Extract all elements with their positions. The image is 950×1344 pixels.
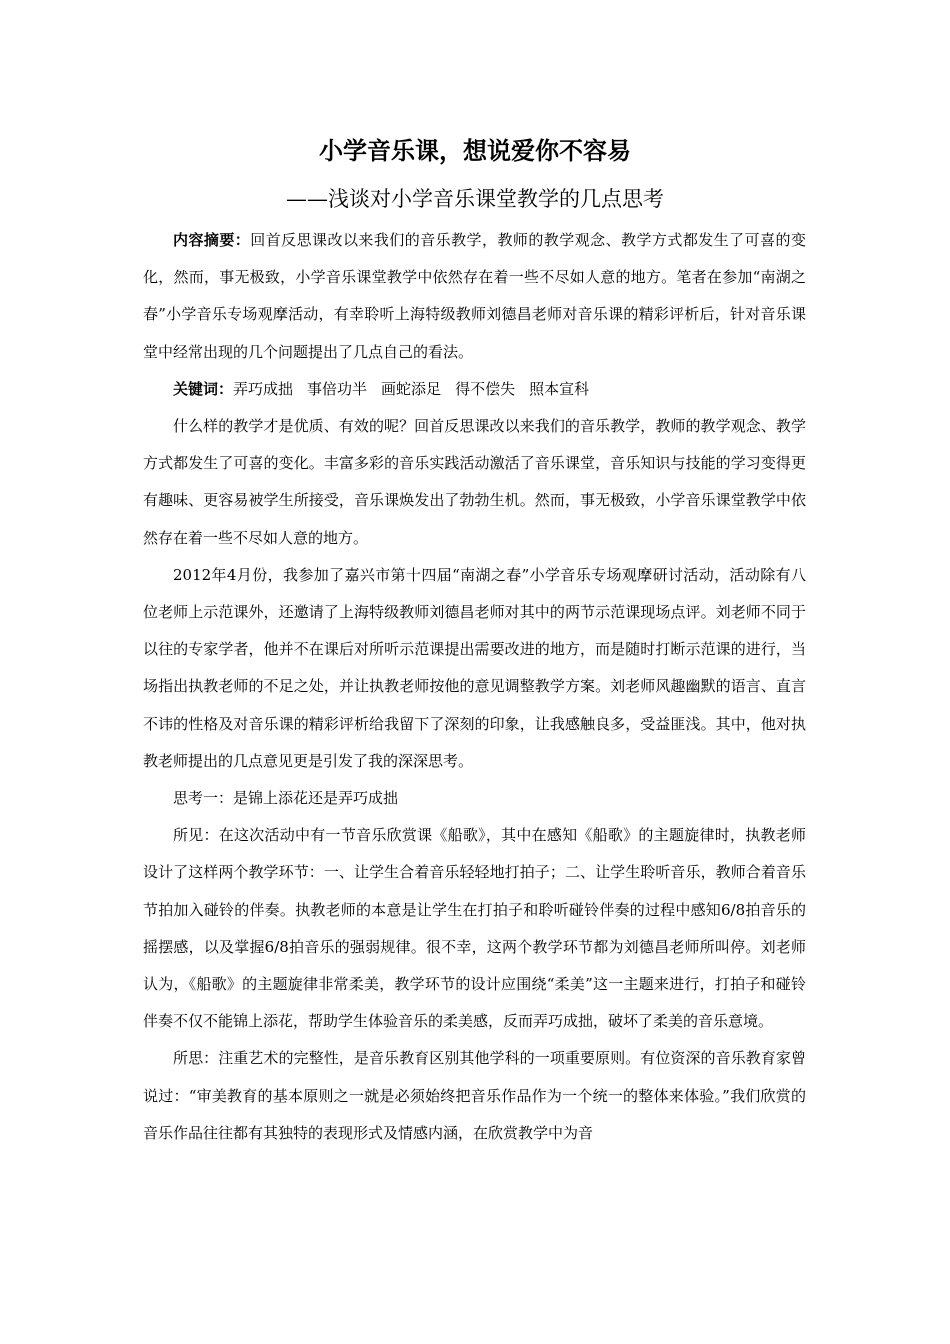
body-paragraph: 所思：注重艺术的完整性，是音乐教育区别其他学科的一项重要原则。有位资深的音乐教育家曾说过：“审美教育的基本原则之一就是必须始终把音乐作品作为一个统一的整体来体验。”我们欣赏的音乐作品往往都有其独特的表现形式及情感内涵，在欣赏教学中为音 — [143, 1049, 806, 1142]
keyword: 事倍功半 — [307, 379, 368, 398]
keyword: 照本宣科 — [529, 379, 590, 398]
keyword: 画蛇添足 — [381, 379, 442, 398]
body-paragraph: 所见：在这次活动中有一节音乐欣赏课《船歌》，其中在感知《船歌》的主题旋律时，执教老师设计了这样两个教学环节：一、让学生合着音乐轻轻地打拍子；二、让学生聆听音乐，教师合着音乐节拍加入碰铃的伴奏。执教老师的本意是让学生在打拍子和聆听碰铃伴奏的过程中感知6/8拍音乐的摇摆感，以及掌握6/8拍音乐的强弱规律。很不幸，这两个教学环节都为刘德昌老师所叫停。刘老师认为，《船歌》的主题旋律非常柔美，教学环节的设计应围绕“柔美”这一主题来进行，打拍子和碰铃伴奏不仅不能锦上添花，帮助学生体验音乐的柔美感，反而弄巧成拙，破坏了柔美的音乐意境。 — [143, 826, 806, 1031]
document-title: 小学音乐课，想说爱你不容易 — [319, 137, 631, 165]
abstract-text: 回首反思课改以来我们的音乐教学，教师的教学观念、教学方式都发生了可喜的变化，然而，事无极致，小学音乐课堂教学中依然存在着一些不尽如人意的地方。笔者在参加“南湖之春”小学音乐专场观摩活动，有幸聆听上海特级教师刘德昌老师对音乐课的精彩评析后，针对音乐课堂中经常出现的几个问题提出了几点自己的看法。 — [143, 231, 806, 361]
body-paragraph: 什么样的教学才是优质、有效的呢？回首反思课改以来我们的音乐教学，教师的教学观念、教学方式都发生了可喜的变化。丰富多彩的音乐实践活动激活了音乐课堂，音乐知识与技能的学习变得更有趣味、更容易被学生所接受，音乐课焕发出了勃勃生机。然而，事无极致，小学音乐课堂教学中依然存在着一些不尽如人意的地方。 — [143, 417, 806, 547]
abstract-label: 内容摘要： — [173, 231, 251, 249]
body-paragraph: 2012年4月份，我参加了嘉兴市第十四届“南湖之春”小学音乐专场观摩研讨活动，活动除有八位老师上示范课外，还邀请了上海特级教师刘德昌老师对其中的两节示范课现场点评。刘老师不同于以往的专家学者，他并不在课后对所听示范课提出需要改进的地方，而是随时打断示范课的进行，当场指出执教老师的不足之处，并让执教老师按他的意见调整教学方案。刘老师风趣幽默的语言、直言不讳的性格及对音乐课的精彩评析给我留下了深刻的印象，让我感触良多，受益匪浅。其中，他对执教老师提出的几点意见更是引发了我的深深思考。 — [143, 565, 806, 770]
keyword: 弄巧成拙 — [233, 379, 294, 398]
document-body — [143, 222, 806, 1152]
keywords-label: 关键词： — [173, 379, 234, 398]
keyword: 得不偿失 — [455, 379, 516, 398]
section-heading: 思考一：是锦上添花还是弄巧成拙 — [173, 789, 399, 808]
abstract-paragraph — [143, 222, 806, 371]
keywords-paragraph — [143, 371, 806, 408]
document-subtitle: ——浅谈对小学音乐课堂教学的几点思考 — [286, 187, 664, 211]
